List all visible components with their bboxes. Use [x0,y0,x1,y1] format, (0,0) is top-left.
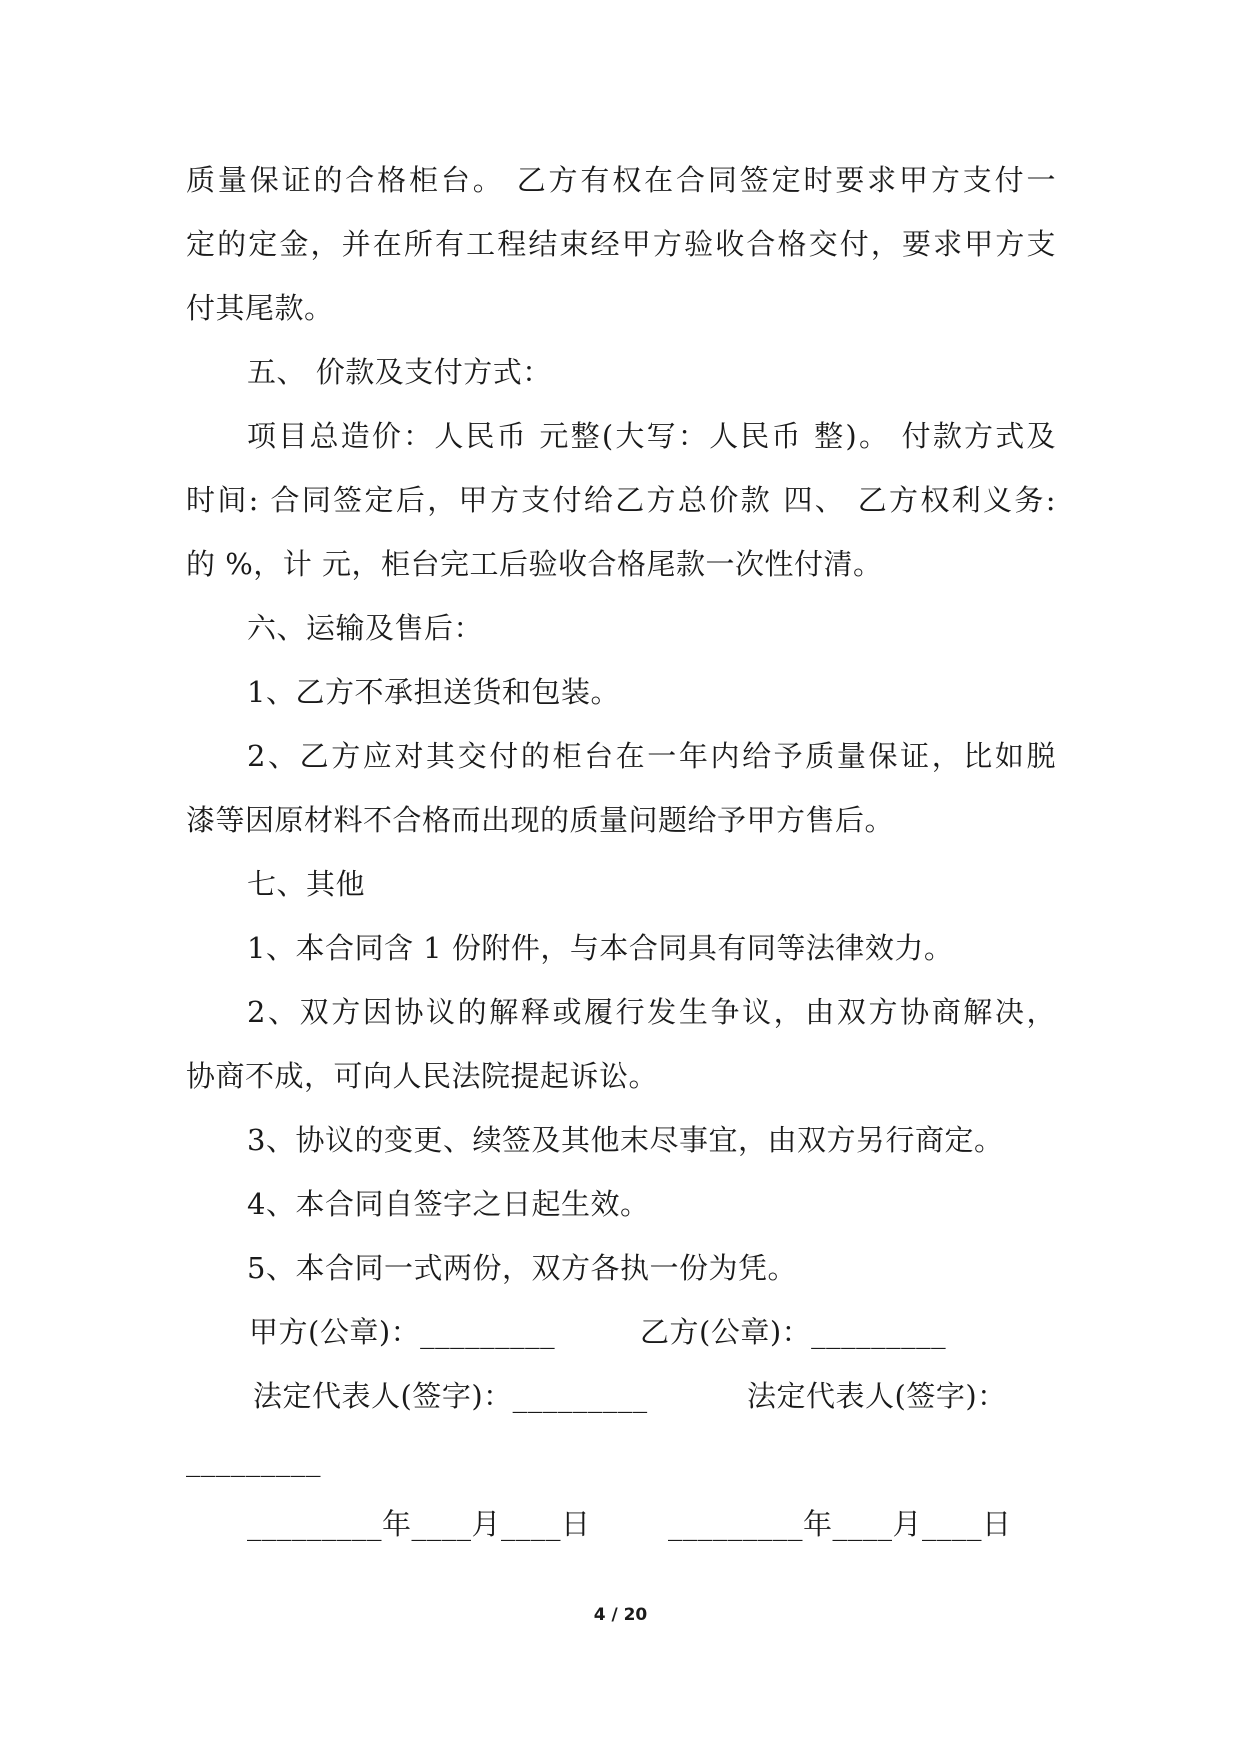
section-heading: 七、其他 [247,867,366,901]
section-heading: 六、运输及售后： [247,611,484,645]
body-line: 定的定金，并在所有工程结束经甲方验收合格交付，要求甲方支 [186,227,1056,261]
party-a-date-field: _________年____月____日 [247,1507,591,1541]
body-line: 1、本合同含 1 份附件，与本合同具有同等法律效力。 [247,931,954,965]
party-a-seal-field: 甲方(公章)：_________ [249,1315,556,1349]
body-line: 质量保证的合格柜台。 乙方有权在合同签定时要求甲方支付一 [186,163,1056,197]
party-b-date-field: _________年____月____日 [668,1507,1012,1541]
party-b-representative-line: _________ [186,1443,321,1477]
body-line: 3、协议的变更、续签及其他末尽事宜，由双方另行商定。 [247,1123,1004,1157]
party-a-representative-field: 法定代表人(签字)：_________ [253,1379,648,1413]
body-line: 的 %，计 元，柜台完工后验收合格尾款一次性付清。 [186,547,883,581]
body-line: 4、本合同自签字之日起生效。 [247,1187,650,1221]
body-line: 协商不成，可向人民法院提起诉讼。 [186,1059,659,1093]
body-line: 2、双方因协议的解释或履行发生争议，由双方协商解决， [247,995,1056,1029]
body-line: 付其尾款。 [186,291,334,325]
party-b-seal-field: 乙方(公章)：_________ [640,1315,947,1349]
body-line: 2、乙方应对其交付的柜台在一年内给予质量保证，比如脱 [247,739,1056,773]
body-line: 项目总造价：人民币 元整(大写：人民币 整)。 付款方式及 [247,419,1056,453]
section-heading: 五、 价款及支付方式： [247,355,552,389]
body-line: 5、本合同一式两份，双方各执一份为凭。 [247,1251,797,1285]
body-line: 漆等因原材料不合格而出现的质量问题给予甲方售后。 [186,803,895,837]
body-line: 时间: 合同签定后，甲方支付给乙方总价款 四、 乙方权利义务: [186,483,1056,517]
body-line: 1、乙方不承担送货和包装。 [247,675,620,709]
party-b-representative-label: 法定代表人(签字)： [747,1379,1007,1413]
page-number: 4 / 20 [593,1605,648,1625]
